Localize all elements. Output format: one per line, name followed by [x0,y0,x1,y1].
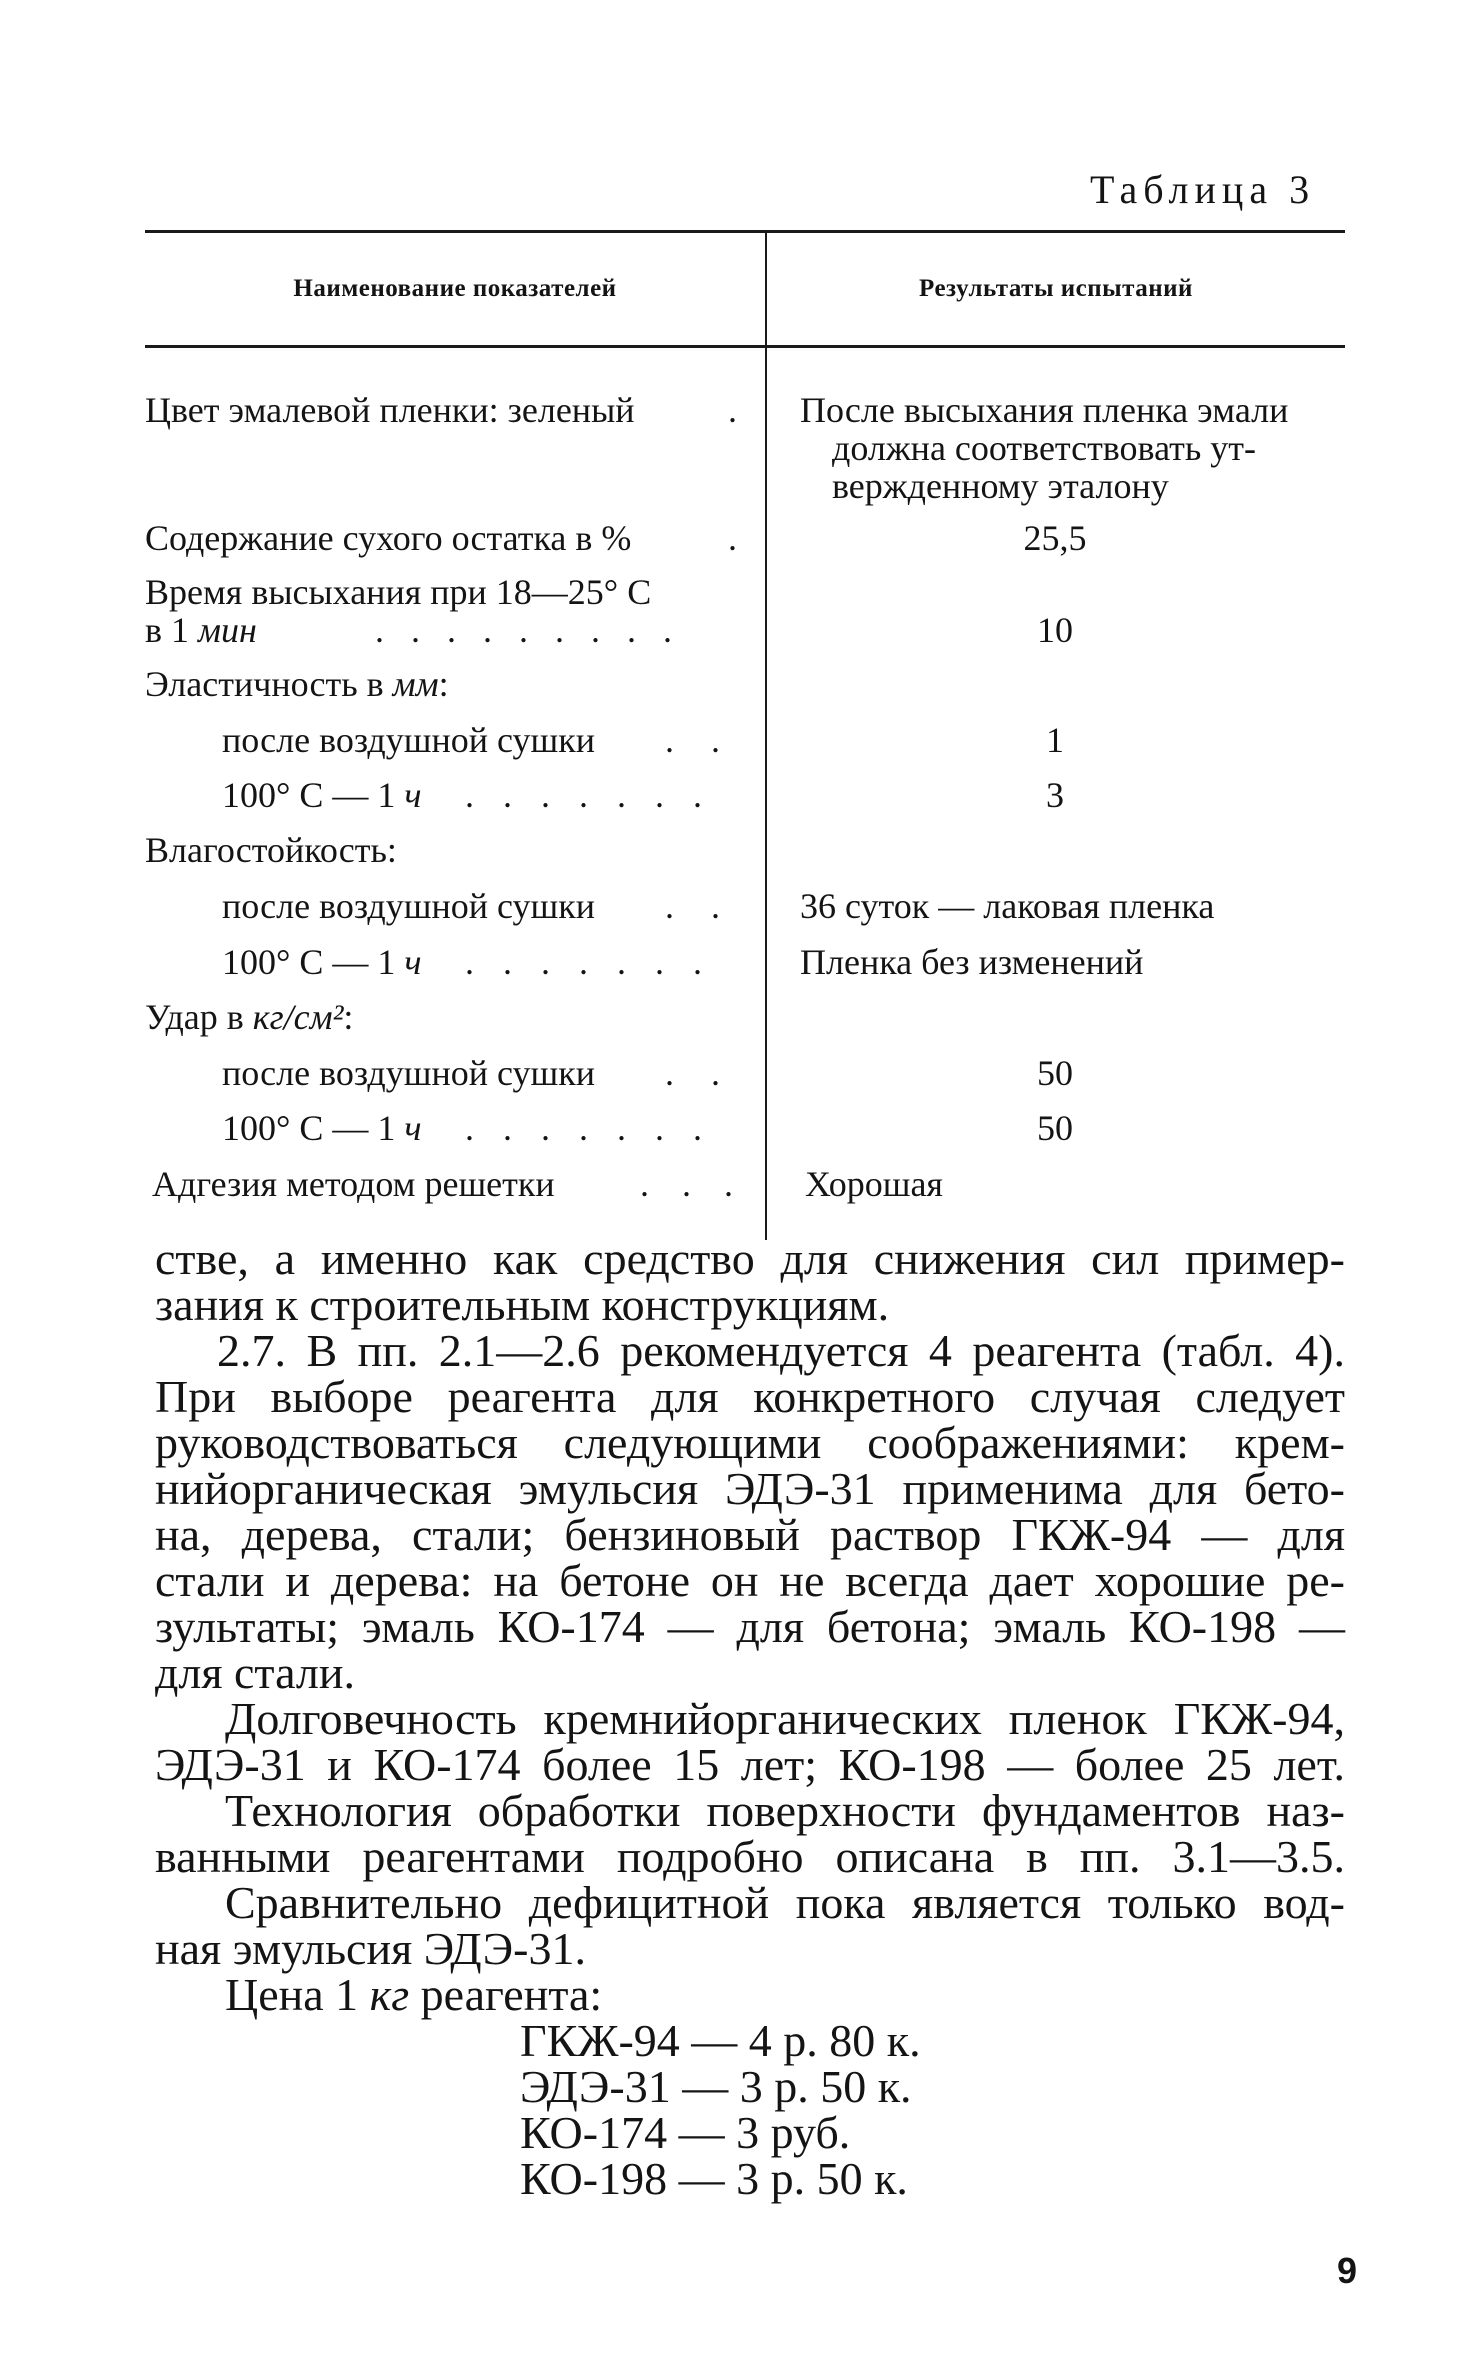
row-label: 100° С — 1 ч [222,1108,422,1148]
text-line: стали и дерева: на бетоне он не всегда дает хорошие ре- [155,1555,1345,1606]
price-item: ГКЖ-94 — 4 р. 80 к. [520,2015,921,2066]
row-leader: . . [665,886,734,926]
row-leader: . . . . . . . [465,1108,712,1148]
text-line: зультаты; эмаль КО-174 — для бетона; эмаль КО-198 — [155,1601,1345,1652]
text-line: Сравнительно дефицитной пока является только вод- [225,1877,1345,1928]
row-label: Цвет эмалевой пленки: зеленый [145,390,635,430]
row-label-line2: в 1 мин [145,610,257,650]
price-item: КО-198 — 3 р. 50 к. [520,2153,908,2204]
row-label: 100° С — 1 ч [222,942,422,982]
price-item: КО-174 — 3 руб. [520,2107,851,2158]
price-item: ЭДЭ-31 — 3 р. 50 к. [520,2061,912,2112]
page-number: 9 [1336,2250,1357,2291]
row-label: Время высыхания при 18—25° С [145,572,652,612]
table-caption: Таблица 3 [1090,167,1316,212]
table-header-indicator: Наименование показателей [293,275,617,302]
text-line: При выборе реагента для конкретного случая следует [155,1371,1345,1422]
row-label: Содержание сухого остатка в % [145,518,632,558]
table-header-result: Результаты испытаний [919,275,1193,302]
row-value-line: вержденному эталону [832,466,1169,506]
text-line: 2.7. В пп. 2.1—2.6 рекомендуется 4 реагента (табл. 4). [217,1325,1345,1376]
row-leader: . . . . . . . . . [375,610,681,650]
row-value: Пленка без изменений [800,942,1144,982]
text-line: нийорганическая эмульсия ЭДЭ-31 применима для бето- [155,1463,1345,1514]
row-label: после воздушной сушки [222,886,595,926]
row-value: 1 [1046,720,1064,760]
row-value: 36 суток — лаковая пленка [800,886,1215,926]
row-leader: . . . . . . . [465,942,712,982]
row-leader: . [728,518,737,558]
row-leader: . . . . . . . [465,775,712,815]
row-label: после воздушной сушки [222,1053,595,1093]
text-line: ванными реагентами подробно описана в пп. 3.1—3.5. [155,1831,1345,1882]
text-line: Долговечность кремнийорганических пленок ГКЖ-94, [225,1693,1345,1744]
text-line: ЭДЭ-31 и КО-174 более 15 лет; КО-198 — более 25 лет. [155,1739,1345,1790]
row-value: 50 [1037,1108,1073,1148]
row-value: 25,5 [1023,518,1087,558]
row-leader: . . . [640,1164,745,1204]
row-value: Хорошая [805,1164,943,1204]
table-top-rule [145,230,1345,233]
row-label: Влагостойкость: [145,830,397,870]
row-label: 100° С — 1 ч [222,775,422,815]
row-label: после воздушной сушки [222,720,595,760]
text-line: зания к строительным конструкциям. [155,1279,890,1330]
row-leader: . . [665,1053,734,1093]
row-label: Эластичность в мм: [145,664,449,704]
row-value: 50 [1037,1053,1073,1093]
row-leader: . . [665,720,734,760]
text-line: для стали. [155,1647,355,1698]
row-value: 3 [1046,775,1064,815]
row-label: Адгезия методом решетки [152,1164,555,1204]
row-label: Удар в кг/см²: [145,997,354,1037]
table-column-divider [765,232,767,1240]
table-header-rule [145,345,1345,348]
body-text [155,1233,1345,2020]
text-line: Цена 1 кг реагента: [225,1969,603,2020]
text-line: стве, а именно как средство для снижения сил пример- [155,1233,1345,1284]
text-line: Технология обработки поверхности фундаментов наз- [225,1785,1345,1836]
text-line: на, дерева, стали; бензиновый раствор ГКЖ-94 — для [155,1509,1345,1560]
row-value-line: После высыхания пленка эмали [800,390,1289,430]
row-value: 10 [1037,610,1073,650]
row-leader: . [728,390,737,430]
text-line: руководствоваться следующими соображениями: крем- [155,1417,1345,1468]
row-value-line: должна соответствовать ут- [832,428,1257,468]
text-line: ная эмульсия ЭДЭ-31. [155,1923,586,1974]
